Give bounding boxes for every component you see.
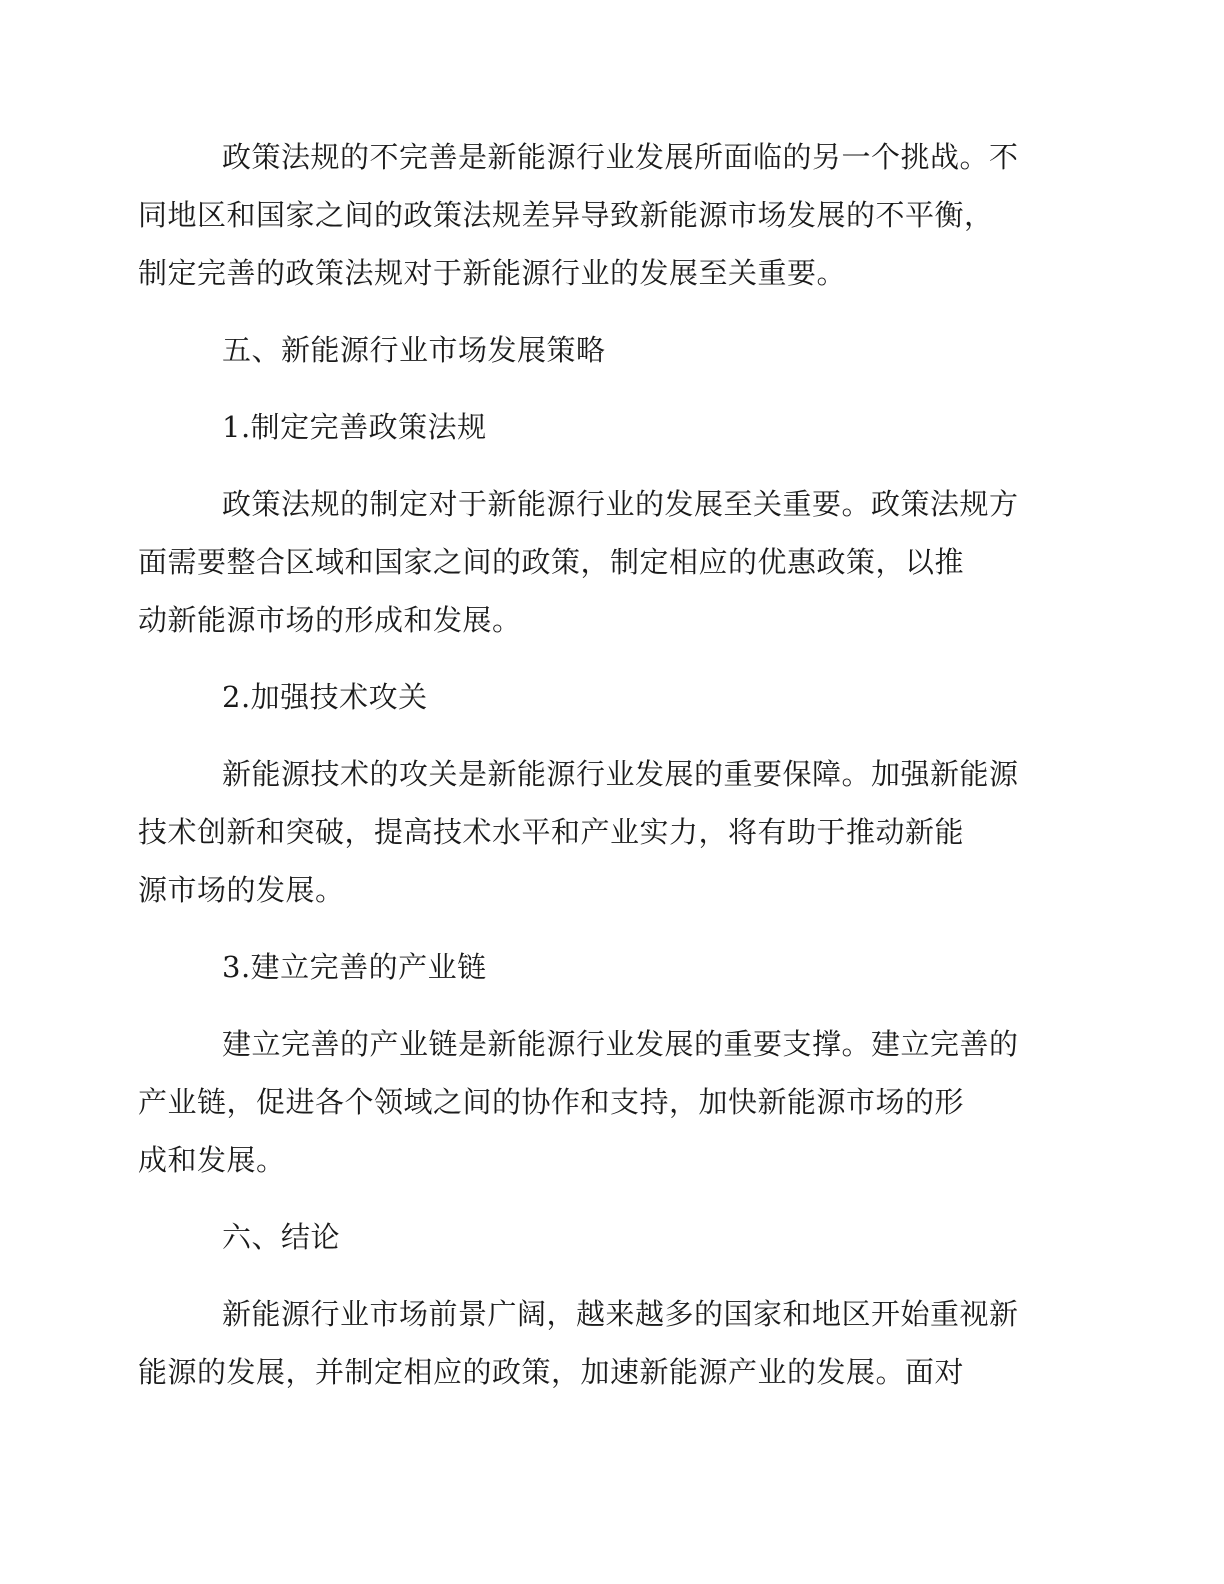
- text-line: 源市场的发展。: [138, 873, 345, 907]
- paragraph-industry-chain: [138, 1015, 1040, 1189]
- subheading-2: 2.加强技术攻关: [222, 680, 428, 714]
- text-line: 能源的发展，并制定相应的政策，加速新能源产业的发展。面对: [138, 1355, 965, 1389]
- section-heading-5: 五、新能源行业市场发展策略: [222, 333, 606, 367]
- text-line: 政策法规的制定对于新能源行业的发展至关重要。政策法规方: [222, 487, 1019, 521]
- text-line: 成和发展。: [138, 1143, 286, 1177]
- subheading-1: 1.制定完善政策法规: [222, 410, 487, 444]
- text-line: 新能源技术的攻关是新能源行业发展的重要保障。加强新能源: [222, 757, 1019, 791]
- paragraph-policy-challenge: [138, 128, 1040, 302]
- paragraph-technology: [138, 745, 1040, 919]
- paragraph-conclusion: [138, 1285, 1040, 1401]
- document-body: [138, 128, 1040, 1420]
- section-heading-6: 六、结论: [222, 1220, 341, 1254]
- paragraph-policy-making: [138, 475, 1040, 649]
- subheading-3: 3.建立完善的产业链: [222, 950, 487, 984]
- text-line: 同地区和国家之间的政策法规差异导致新能源市场发展的不平衡，: [138, 198, 994, 232]
- text-line: 产业链，促进各个领域之间的协作和支持，加快新能源市场的形: [138, 1085, 965, 1119]
- text-line: 新能源行业市场前景广阔，越来越多的国家和地区开始重视新: [222, 1297, 1019, 1331]
- text-line: 面需要整合区域和国家之间的政策，制定相应的优惠政策，以推: [138, 545, 965, 579]
- text-line: 建立完善的产业链是新能源行业发展的重要支撑。建立完善的: [222, 1027, 1019, 1061]
- text-line: 制定完善的政策法规对于新能源行业的发展至关重要。: [138, 256, 847, 290]
- text-line: 政策法规的不完善是新能源行业发展所面临的另一个挑战。不: [222, 140, 1019, 174]
- text-line: 技术创新和突破，提高技术水平和产业实力，将有助于推动新能: [138, 815, 965, 849]
- text-line: 动新能源市场的形成和发展。: [138, 603, 522, 637]
